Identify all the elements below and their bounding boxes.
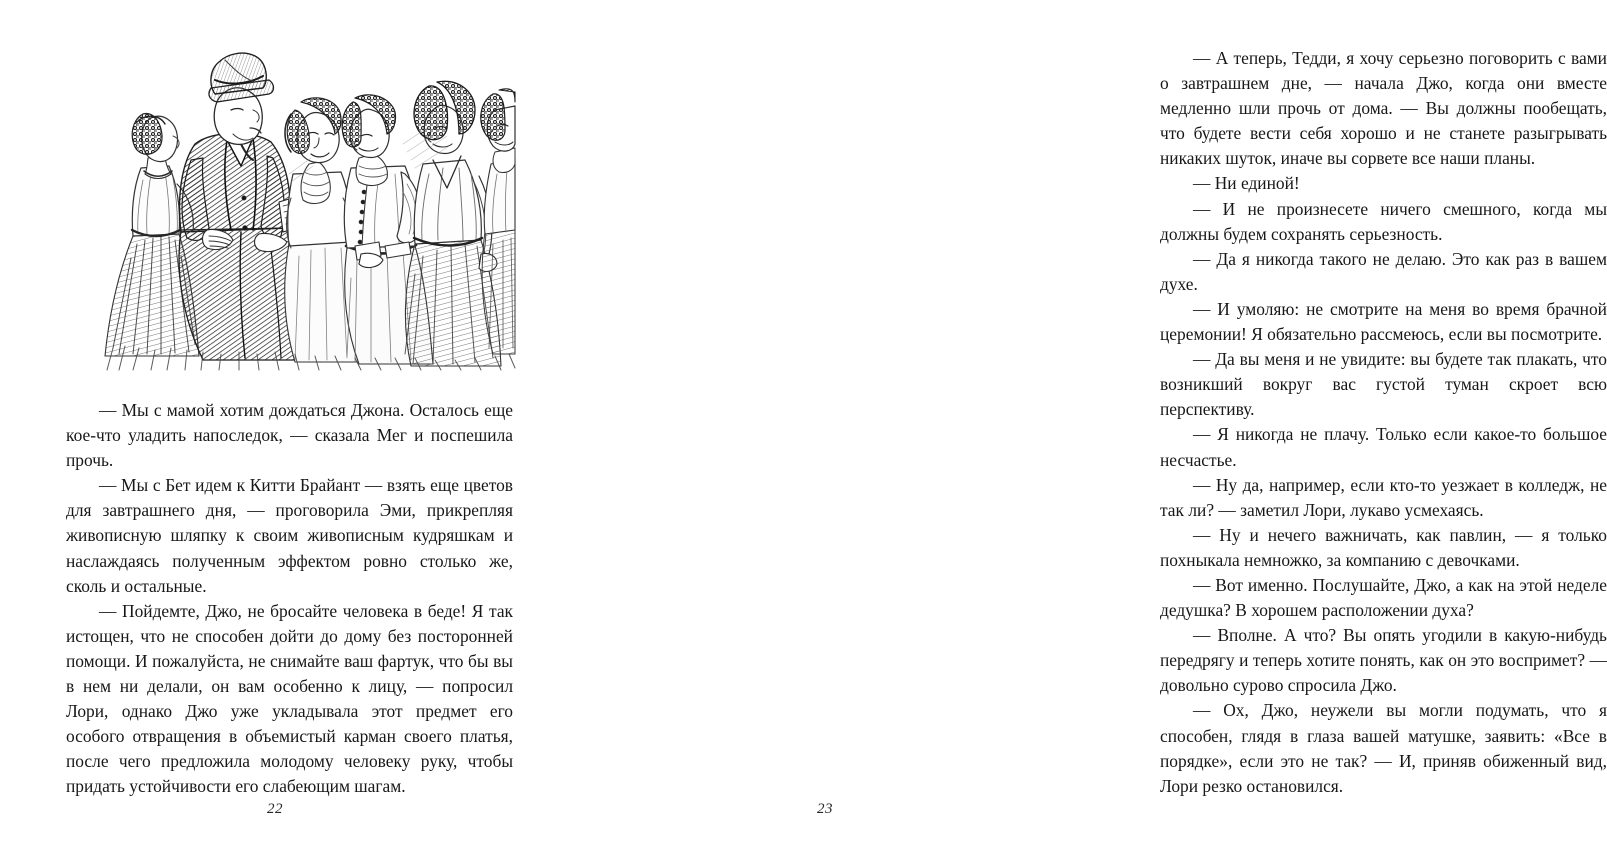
paragraph: — Ни единой! [1193,173,1300,194]
page-number-left: 22 [267,801,283,817]
paragraph: — Пойдемте, Джо, не бросайте человека в беде! Я так истощен, что не способен дойти до дому без посторонней помощи. И пожалуйста, не снимайте ваш фартук, что бы вы в нем ни делали, он вам особенно к лицу, — попросил Лори, однако Джо уже укладывала этот предмет его особого отвращения в объемистый карман своего платья, после чего предложила молодому человеку руку, чтобы придать устойчивости его слабеющим шагам. [66,600,513,797]
left-page-body-text [66,398,513,800]
paragraph: — И не произнесете ничего смешного, когда мы должны будем сохранять серьезность. [1160,198,1607,244]
right-page [550,0,1607,861]
paragraph: — И умоляю: не смотрите на меня во время брачной церемонии! Я обязательно рассмеюсь, если вы посмотрите. [1160,298,1607,345]
paragraph: — Вот именно. Послушайте, Джо, а как на этой неделе дедушка? В хорошем расположении духа? [1160,574,1607,621]
page-number-right: 23 [817,801,833,817]
illustration-victorian-engraving [103,48,517,373]
paragraph: — Ох, Джо, неужели вы могли подумать, что я способен, глядя в глаза вашей матушке, заявить: «Все в порядке», если это не так? — И, приняв обиженный вид, Лори резко остановился. [1160,700,1607,796]
paragraph: — Мы с Бет идем к Китти Брайант — взять еще цветов для завтрашнего дня, — проговорила Эми, прикрепляя живописную шляпку к своим живописным кудряшкам и наслаждаясь полученным эффектом ровно столько же, сколь и остальные. [66,475,513,596]
paragraph: — Ну и нечего важничать, как павлин, — я только похныкала немножко, за компанию с девочками. [1160,524,1607,570]
paragraph: — Мы с мамой хотим дождаться Джона. Осталось еще кое-что уладить напоследок, — сказала Мег и поспешила прочь. [66,400,513,471]
paragraph: — Да вы меня и не увидите: вы будете так плакать, что возникший вокруг вас густой туман скроет всю перспективу. [1160,349,1607,420]
paragraph: — Да я никогда такого не делаю. Это как раз в вашем духе. [1160,248,1607,294]
paragraph: — А теперь, Тедди, я хочу серьезно поговорить с вами о завтрашнем дне, — начала Джо, когда они вместе медленно шли прочь от дома. — Вы должны пообещать, что будете вести себя хорошо и не станете разыгрывать никаких шуток, иначе вы сорвете все наши планы. [1160,48,1607,169]
paragraph: — Ну да, например, если кто-то уезжает в колледж, не так ли? — заметил Лори, лукаво усмехаясь. [1160,474,1607,520]
right-page-body-text [1160,46,1607,799]
paragraph: — Вполне. А что? Вы опять угодили в какую-нибудь передрягу и теперь хотите понять, как он это воспримет? — довольно сурово спросила Джо. [1160,625,1607,696]
paragraph: — Я никогда не плачу. Только если какое-то большое несчастье. [1160,424,1607,470]
left-page [0,0,550,861]
